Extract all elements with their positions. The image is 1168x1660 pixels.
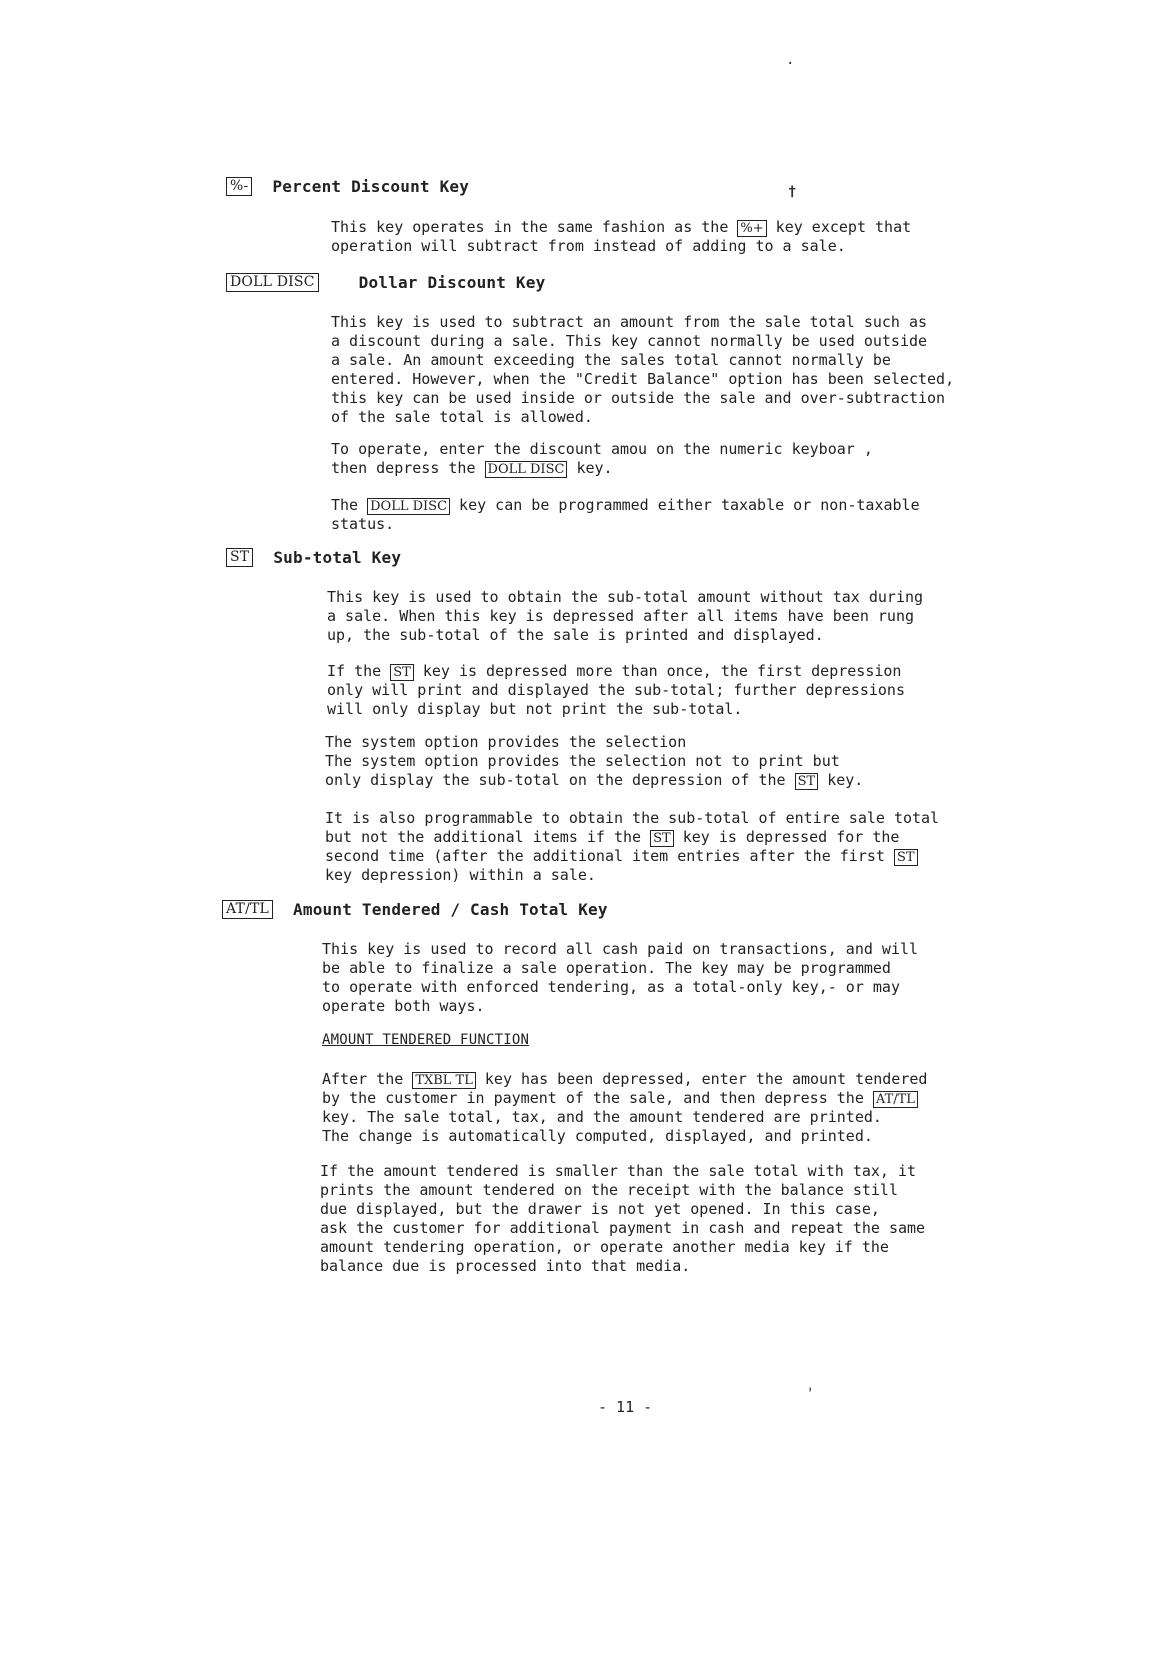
text-line: this key can be used inside or outside the sale and over-subtraction (331, 389, 946, 407)
text-run: key is depressed for the (673, 828, 900, 846)
text-line: key depression) within a sale. (325, 866, 596, 884)
text-line: This key is used to subtract an amount from the sale total such as (331, 313, 928, 331)
text-run: key. (818, 771, 864, 789)
st-key-icon: ST (894, 849, 918, 866)
text-run: second time (after the additional item entries after the first (325, 847, 894, 865)
text-line: operation will subtract from instead of adding to a sale. (331, 237, 846, 255)
text-line: prints the amount tendered on the receipt with the balance still (320, 1181, 898, 1199)
subtotal-paragraph-2 (327, 662, 1007, 719)
text-run: The (331, 496, 368, 514)
section-title: Dollar Discount Key (358, 273, 546, 292)
text-line: balance due is processed into that media. (320, 1257, 691, 1275)
text-line: a discount during a sale. This key cannot normally be used outside (331, 332, 928, 350)
scan-mark-icon: † (788, 184, 797, 200)
section-title: Sub-total Key (273, 548, 402, 567)
text-line: To operate, enter the discount amou on the numeric keyboar , (331, 440, 873, 458)
amount-tendered-heading (222, 900, 608, 919)
amount-tendered-paragraph-2 (322, 1070, 1002, 1146)
text-line: It is also programmable to obtain the sub-total of entire sale total (325, 809, 940, 827)
st-key-icon: ST (226, 548, 253, 567)
st-key-icon: ST (390, 664, 414, 681)
text-line: amount tendering operation, or operate another media key if the (320, 1238, 889, 1256)
text-line: a sale. An amount exceeding the sales total cannot normally be (331, 351, 891, 369)
section-title: Percent Discount Key (272, 177, 470, 196)
text-run: key is depressed more than once, the first depression (413, 662, 902, 680)
st-key-icon: ST (650, 830, 674, 847)
text-run: key can be programmed either taxable or non-taxable (450, 496, 920, 514)
text-line: The system option provides the selection not to print but (325, 752, 840, 770)
st-key-icon: ST (795, 773, 819, 790)
text-line: up, the sub-total of the sale is printed and displayed. (327, 626, 824, 644)
text-line: key. The sale total, tax, and the amount tendered are printed. (322, 1108, 882, 1126)
text-line: will only display but not print the sub-total. (327, 700, 743, 718)
subtotal-paragraph-1 (327, 588, 1007, 645)
text-line: ask the customer for additional payment in cash and repeat the same (320, 1219, 926, 1237)
amount-tendered-function-subheading: AMOUNT TENDERED FUNCTION (322, 1032, 530, 1048)
text-run: by the customer in payment of the sale, and then depress the (322, 1089, 873, 1107)
text-line: This key is used to obtain the sub-total amount without tax during (327, 588, 924, 606)
doll-disc-key-icon: DOLL DISC (485, 461, 568, 478)
text-run: After the (322, 1070, 413, 1088)
scan-mark-icon: ' (806, 1386, 815, 1402)
at-tl-key-icon: AT/TL (873, 1091, 918, 1108)
text-line: due displayed, but the drawer is not yet opened. In this case, (320, 1200, 880, 1218)
subtotal-heading (226, 548, 401, 567)
text-run: only display the sub-total on the depression of the (325, 771, 795, 789)
text-line: operate both ways. (322, 997, 485, 1015)
text-run: If the (327, 662, 391, 680)
dollar-discount-paragraph-1 (331, 313, 1011, 427)
subtotal-paragraph-4 (325, 809, 1005, 885)
subtotal-paragraph-3 (325, 733, 1005, 790)
amount-tendered-paragraph-1 (322, 940, 1002, 1016)
percent-discount-paragraph (331, 218, 1011, 256)
at-tl-key-icon: AT/TL (222, 900, 273, 919)
text-line: entered. However, when the "Credit Balance" option has been selected, (331, 370, 955, 388)
percent-minus-key-icon: %- (226, 177, 252, 196)
text-line: This key is used to record all cash paid on transactions, and will (322, 940, 919, 958)
text-line: of the sale total is allowed. (331, 408, 593, 426)
text-line: a sale. When this key is depressed after all items have been rung (327, 607, 914, 625)
text-line: only will print and displayed the sub-total; further depressions (327, 681, 905, 699)
text-line: status. (331, 515, 395, 533)
text-run: This key operates in the same fashion as the (331, 218, 738, 236)
text-run: key has been depressed, enter the amount tendered (475, 1070, 928, 1088)
text-line: The system option provides the selection (325, 733, 687, 751)
doll-disc-key-icon: DOLL DISC (367, 498, 450, 515)
text-run: key. (567, 459, 613, 477)
txbl-tl-key-icon: TXBL TL (412, 1072, 476, 1089)
section-title: Amount Tendered / Cash Total Key (293, 900, 608, 919)
dollar-discount-heading (226, 273, 545, 292)
text-line: to operate with enforced tendering, as a total-only key,- or may (322, 978, 900, 996)
percent-plus-key-icon: %+ (737, 220, 766, 237)
amount-tendered-paragraph-3 (320, 1162, 1000, 1276)
text-run: but not the additional items if the (325, 828, 651, 846)
text-line: The change is automatically computed, displayed, and printed. (322, 1127, 873, 1145)
dollar-discount-paragraph-2 (331, 440, 1011, 478)
doll-disc-key-icon: DOLL DISC (226, 273, 319, 292)
text-run: key except that (766, 218, 912, 236)
scan-mark-icon: . (786, 52, 795, 68)
text-line: If the amount tendered is smaller than the sale total with tax, it (320, 1162, 917, 1180)
dollar-discount-paragraph-3 (331, 496, 1011, 534)
text-run: then depress the (331, 459, 485, 477)
page-number: - 11 - (598, 1398, 653, 1416)
text-line: be able to finalize a sale operation. The key may be programmed (322, 959, 891, 977)
percent-discount-heading (226, 177, 469, 196)
